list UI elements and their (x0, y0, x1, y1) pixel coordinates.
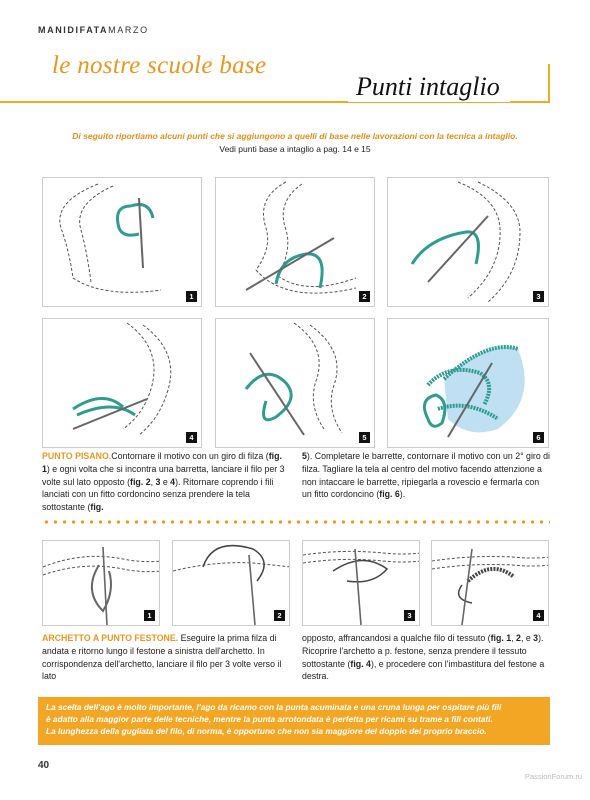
figure-bottom-4 (431, 540, 549, 626)
section2-heading: ARCHETTO A PUNTO FESTONE. (42, 633, 179, 643)
tip-line-2: è adatto alla maggior parte delle tecniche, mentre la punta arrotondata è perfetta per ricami su trame a fili contati. (46, 713, 493, 724)
figure-bottom-1 (42, 540, 160, 626)
figure-top-4 (42, 318, 202, 448)
figure-reference: 1 (42, 463, 47, 474)
figure-illustration (216, 319, 375, 448)
text-run: ). (399, 489, 406, 500)
text-run: ). Ritornare coprendo i fili lanciati con un fitto cordoncino senza prendere la tela sottostante ( (42, 476, 274, 513)
figure-number: 3 (404, 610, 415, 621)
watermark: PassionForum.ru (524, 772, 582, 781)
page-number: 40 (38, 760, 50, 771)
figure-illustration (43, 541, 160, 626)
text-run: , (150, 476, 156, 487)
figure-reference: 2 (516, 633, 521, 643)
figure-number: 4 (186, 432, 197, 443)
figure-top-6 (387, 318, 549, 448)
figure-number: 6 (533, 432, 544, 443)
text-run: ). Completare le barrette, contornare il motivo con un 2° giro di filza. Tagliare la tela al centro del motivo facendo attenzione a non intaccare le barrette, ripiegarla a rovescio e fermarla con un fitto cordoncino ( (302, 451, 551, 500)
figure-number: 2 (274, 610, 285, 621)
text-run: ) e ogni volta che si incontra una barretta, lanciare il filo per 3 volte sul lato opposto ( (42, 463, 285, 487)
intro-reference: Vedi punti base a intaglio a pag. 14 e 15 (219, 144, 371, 154)
figure-top-5 (215, 318, 375, 448)
figure-reference: fig. 4 (350, 658, 371, 669)
section1-col1 (42, 450, 290, 514)
figure-top-1 (42, 177, 202, 307)
figure-illustration (388, 319, 549, 448)
section2-col2 (302, 632, 550, 683)
figure-bottom-3 (302, 540, 420, 626)
figure-top-2 (215, 177, 375, 307)
figure-bottom-2 (172, 540, 290, 626)
figure-number: 4 (533, 610, 544, 621)
figure-reference: 3 (155, 476, 161, 487)
figure-reference: 4 (170, 476, 176, 487)
tip-line-1: La scelta dell'ago è molto importante, l'ago da ricamo con la punta acuminata e una cruna lunga per ospitare più fili (46, 702, 502, 712)
figure-illustration (303, 541, 420, 626)
magazine-name: MANIDIFATAMARZO (38, 25, 149, 35)
figure-illustration (43, 319, 202, 448)
section1-text-continued (302, 451, 550, 499)
figure-number: 5 (359, 432, 370, 443)
section1-heading: PUNTO PISANO. (42, 451, 112, 461)
text-run: opposto, affrancandosi a qualche filo di tessuto ( (302, 633, 491, 643)
figure-illustration (432, 541, 549, 626)
text-run: Eseguire la prima filza di andata e ritorno lungo il festone a sinistra dell'archetto. In corrispondenza dell'archetto, lanciare il filo per 3 volte verso il lato (42, 633, 282, 682)
series-title: le nostre scuole base (52, 52, 267, 79)
text-run: ), e procedere con l'imbastitura del festone a destra. (302, 658, 545, 682)
figure-illustration (388, 178, 549, 307)
figure-reference: 5 (302, 451, 307, 461)
text-run: Contornare il motivo con un giro di filza ( (111, 451, 269, 461)
tip-box (38, 697, 550, 745)
figure-reference: fig. (90, 502, 104, 513)
figure-number: 2 (359, 291, 370, 302)
text-run: , e (520, 633, 534, 643)
section2-text-continued (302, 633, 544, 681)
section2-col1 (42, 632, 290, 683)
text-run: , (511, 633, 517, 643)
header-rule-vertical (548, 64, 550, 103)
figure-illustration (43, 178, 202, 307)
figure-reference: 3 (533, 633, 539, 643)
figure-number: 1 (144, 610, 155, 621)
figure-reference: fig. (130, 476, 144, 487)
figure-illustration (216, 178, 375, 307)
page-title: Punti intaglio (348, 72, 510, 102)
figure-reference: fig. 1 (490, 633, 512, 643)
intro-text: Di seguito riportiamo alcuni punti che si aggiungono a quelli di base nelle lavorazioni con la tecnica a intaglio. (72, 131, 518, 141)
figure-top-3 (387, 177, 549, 307)
text-run: e (160, 476, 171, 487)
figure-reference: 2 (145, 476, 151, 487)
figure-number: 3 (533, 291, 544, 302)
text-run: ). Ricoprire l'archetto a p. festone, senza prendere il tessuto sottostante ( (302, 633, 544, 669)
figure-illustration (173, 541, 290, 626)
tip-line-3: La lunghezza della gugliata del filo, di norma, è opportuno che non sia maggiore del doppio del proprio braccio. (46, 725, 487, 736)
figure-reference: fig. (268, 451, 282, 461)
figure-reference: fig. 6 (379, 489, 400, 500)
section1-col2 (302, 450, 550, 501)
section-divider (42, 520, 550, 524)
figure-number: 1 (186, 291, 197, 302)
